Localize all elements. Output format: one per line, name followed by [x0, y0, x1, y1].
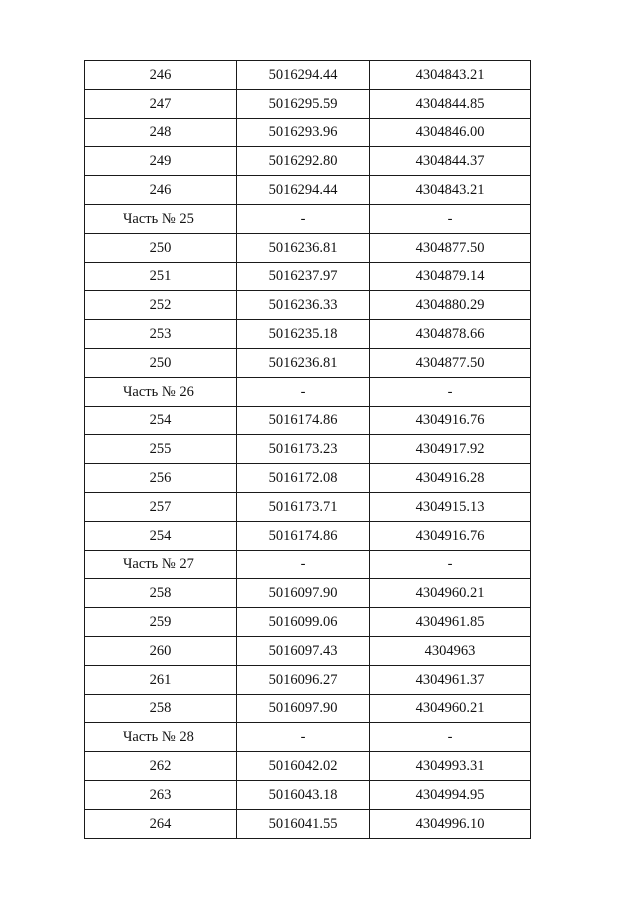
point-number-cell: 263: [85, 780, 237, 809]
part-label-cell: Часть № 26: [85, 377, 237, 406]
y-coordinate-cell: 4304846.00: [370, 118, 531, 147]
coordinates-table-body: [85, 61, 531, 839]
table-row: [85, 464, 531, 493]
x-coordinate-cell: 5016174.86: [237, 406, 370, 435]
x-coordinate-cell: 5016042.02: [237, 752, 370, 781]
x-coordinate-cell: 5016097.90: [237, 694, 370, 723]
point-number-cell: 246: [85, 61, 237, 90]
point-number-cell: 254: [85, 406, 237, 435]
point-number-cell: 252: [85, 291, 237, 320]
part-header-row: [85, 550, 531, 579]
y-coordinate-cell: 4304843.21: [370, 61, 531, 90]
table-row: [85, 291, 531, 320]
x-coordinate-cell: 5016099.06: [237, 608, 370, 637]
y-coordinate-cell: 4304961.37: [370, 665, 531, 694]
table-row: [85, 233, 531, 262]
table-row: [85, 118, 531, 147]
y-coordinate-cell: -: [370, 377, 531, 406]
y-coordinate-cell: 4304877.50: [370, 233, 531, 262]
y-coordinate-cell: 4304877.50: [370, 348, 531, 377]
table-row: [85, 320, 531, 349]
table-row: [85, 809, 531, 838]
part-label-cell: Часть № 28: [85, 723, 237, 752]
y-coordinate-cell: 4304844.37: [370, 147, 531, 176]
x-coordinate-cell: 5016097.43: [237, 636, 370, 665]
y-coordinate-cell: -: [370, 723, 531, 752]
part-header-row: [85, 204, 531, 233]
table-row: [85, 636, 531, 665]
y-coordinate-cell: 4304961.85: [370, 608, 531, 637]
table-row: [85, 694, 531, 723]
y-coordinate-cell: 4304916.76: [370, 521, 531, 550]
x-coordinate-cell: -: [237, 377, 370, 406]
x-coordinate-cell: -: [237, 204, 370, 233]
x-coordinate-cell: 5016173.23: [237, 435, 370, 464]
point-number-cell: 250: [85, 233, 237, 262]
y-coordinate-cell: 4304878.66: [370, 320, 531, 349]
x-coordinate-cell: 5016097.90: [237, 579, 370, 608]
coordinates-table: [84, 60, 531, 839]
x-coordinate-cell: 5016236.81: [237, 348, 370, 377]
point-number-cell: 247: [85, 89, 237, 118]
part-label-cell: Часть № 25: [85, 204, 237, 233]
x-coordinate-cell: 5016294.44: [237, 61, 370, 90]
x-coordinate-cell: 5016096.27: [237, 665, 370, 694]
x-coordinate-cell: 5016173.71: [237, 492, 370, 521]
point-number-cell: 262: [85, 752, 237, 781]
table-row: [85, 176, 531, 205]
table-row: [85, 579, 531, 608]
x-coordinate-cell: 5016041.55: [237, 809, 370, 838]
point-number-cell: 248: [85, 118, 237, 147]
point-number-cell: 258: [85, 579, 237, 608]
part-label-cell: Часть № 27: [85, 550, 237, 579]
y-coordinate-cell: 4304963: [370, 636, 531, 665]
table-row: [85, 492, 531, 521]
x-coordinate-cell: 5016295.59: [237, 89, 370, 118]
x-coordinate-cell: 5016237.97: [237, 262, 370, 291]
table-row: [85, 752, 531, 781]
x-coordinate-cell: 5016292.80: [237, 147, 370, 176]
y-coordinate-cell: 4304880.29: [370, 291, 531, 320]
y-coordinate-cell: 4304960.21: [370, 579, 531, 608]
y-coordinate-cell: 4304996.10: [370, 809, 531, 838]
table-row: [85, 348, 531, 377]
x-coordinate-cell: 5016235.18: [237, 320, 370, 349]
point-number-cell: 254: [85, 521, 237, 550]
table-row: [85, 61, 531, 90]
y-coordinate-cell: 4304879.14: [370, 262, 531, 291]
point-number-cell: 259: [85, 608, 237, 637]
x-coordinate-cell: 5016174.86: [237, 521, 370, 550]
point-number-cell: 249: [85, 147, 237, 176]
point-number-cell: 264: [85, 809, 237, 838]
table-row: [85, 262, 531, 291]
y-coordinate-cell: 4304915.13: [370, 492, 531, 521]
x-coordinate-cell: 5016236.81: [237, 233, 370, 262]
point-number-cell: 255: [85, 435, 237, 464]
point-number-cell: 251: [85, 262, 237, 291]
y-coordinate-cell: 4304844.85: [370, 89, 531, 118]
point-number-cell: 261: [85, 665, 237, 694]
point-number-cell: 258: [85, 694, 237, 723]
part-header-row: [85, 377, 531, 406]
y-coordinate-cell: -: [370, 550, 531, 579]
point-number-cell: 250: [85, 348, 237, 377]
y-coordinate-cell: -: [370, 204, 531, 233]
table-row: [85, 435, 531, 464]
x-coordinate-cell: 5016172.08: [237, 464, 370, 493]
point-number-cell: 260: [85, 636, 237, 665]
y-coordinate-cell: 4304993.31: [370, 752, 531, 781]
y-coordinate-cell: 4304994.95: [370, 780, 531, 809]
table-row: [85, 665, 531, 694]
point-number-cell: 256: [85, 464, 237, 493]
x-coordinate-cell: -: [237, 723, 370, 752]
y-coordinate-cell: 4304917.92: [370, 435, 531, 464]
x-coordinate-cell: -: [237, 550, 370, 579]
x-coordinate-cell: 5016236.33: [237, 291, 370, 320]
x-coordinate-cell: 5016043.18: [237, 780, 370, 809]
table-row: [85, 521, 531, 550]
table-row: [85, 780, 531, 809]
y-coordinate-cell: 4304916.76: [370, 406, 531, 435]
y-coordinate-cell: 4304960.21: [370, 694, 531, 723]
table-row: [85, 608, 531, 637]
point-number-cell: 253: [85, 320, 237, 349]
table-row: [85, 406, 531, 435]
point-number-cell: 246: [85, 176, 237, 205]
point-number-cell: 257: [85, 492, 237, 521]
table-row: [85, 89, 531, 118]
y-coordinate-cell: 4304916.28: [370, 464, 531, 493]
y-coordinate-cell: 4304843.21: [370, 176, 531, 205]
table-row: [85, 147, 531, 176]
x-coordinate-cell: 5016294.44: [237, 176, 370, 205]
x-coordinate-cell: 5016293.96: [237, 118, 370, 147]
part-header-row: [85, 723, 531, 752]
